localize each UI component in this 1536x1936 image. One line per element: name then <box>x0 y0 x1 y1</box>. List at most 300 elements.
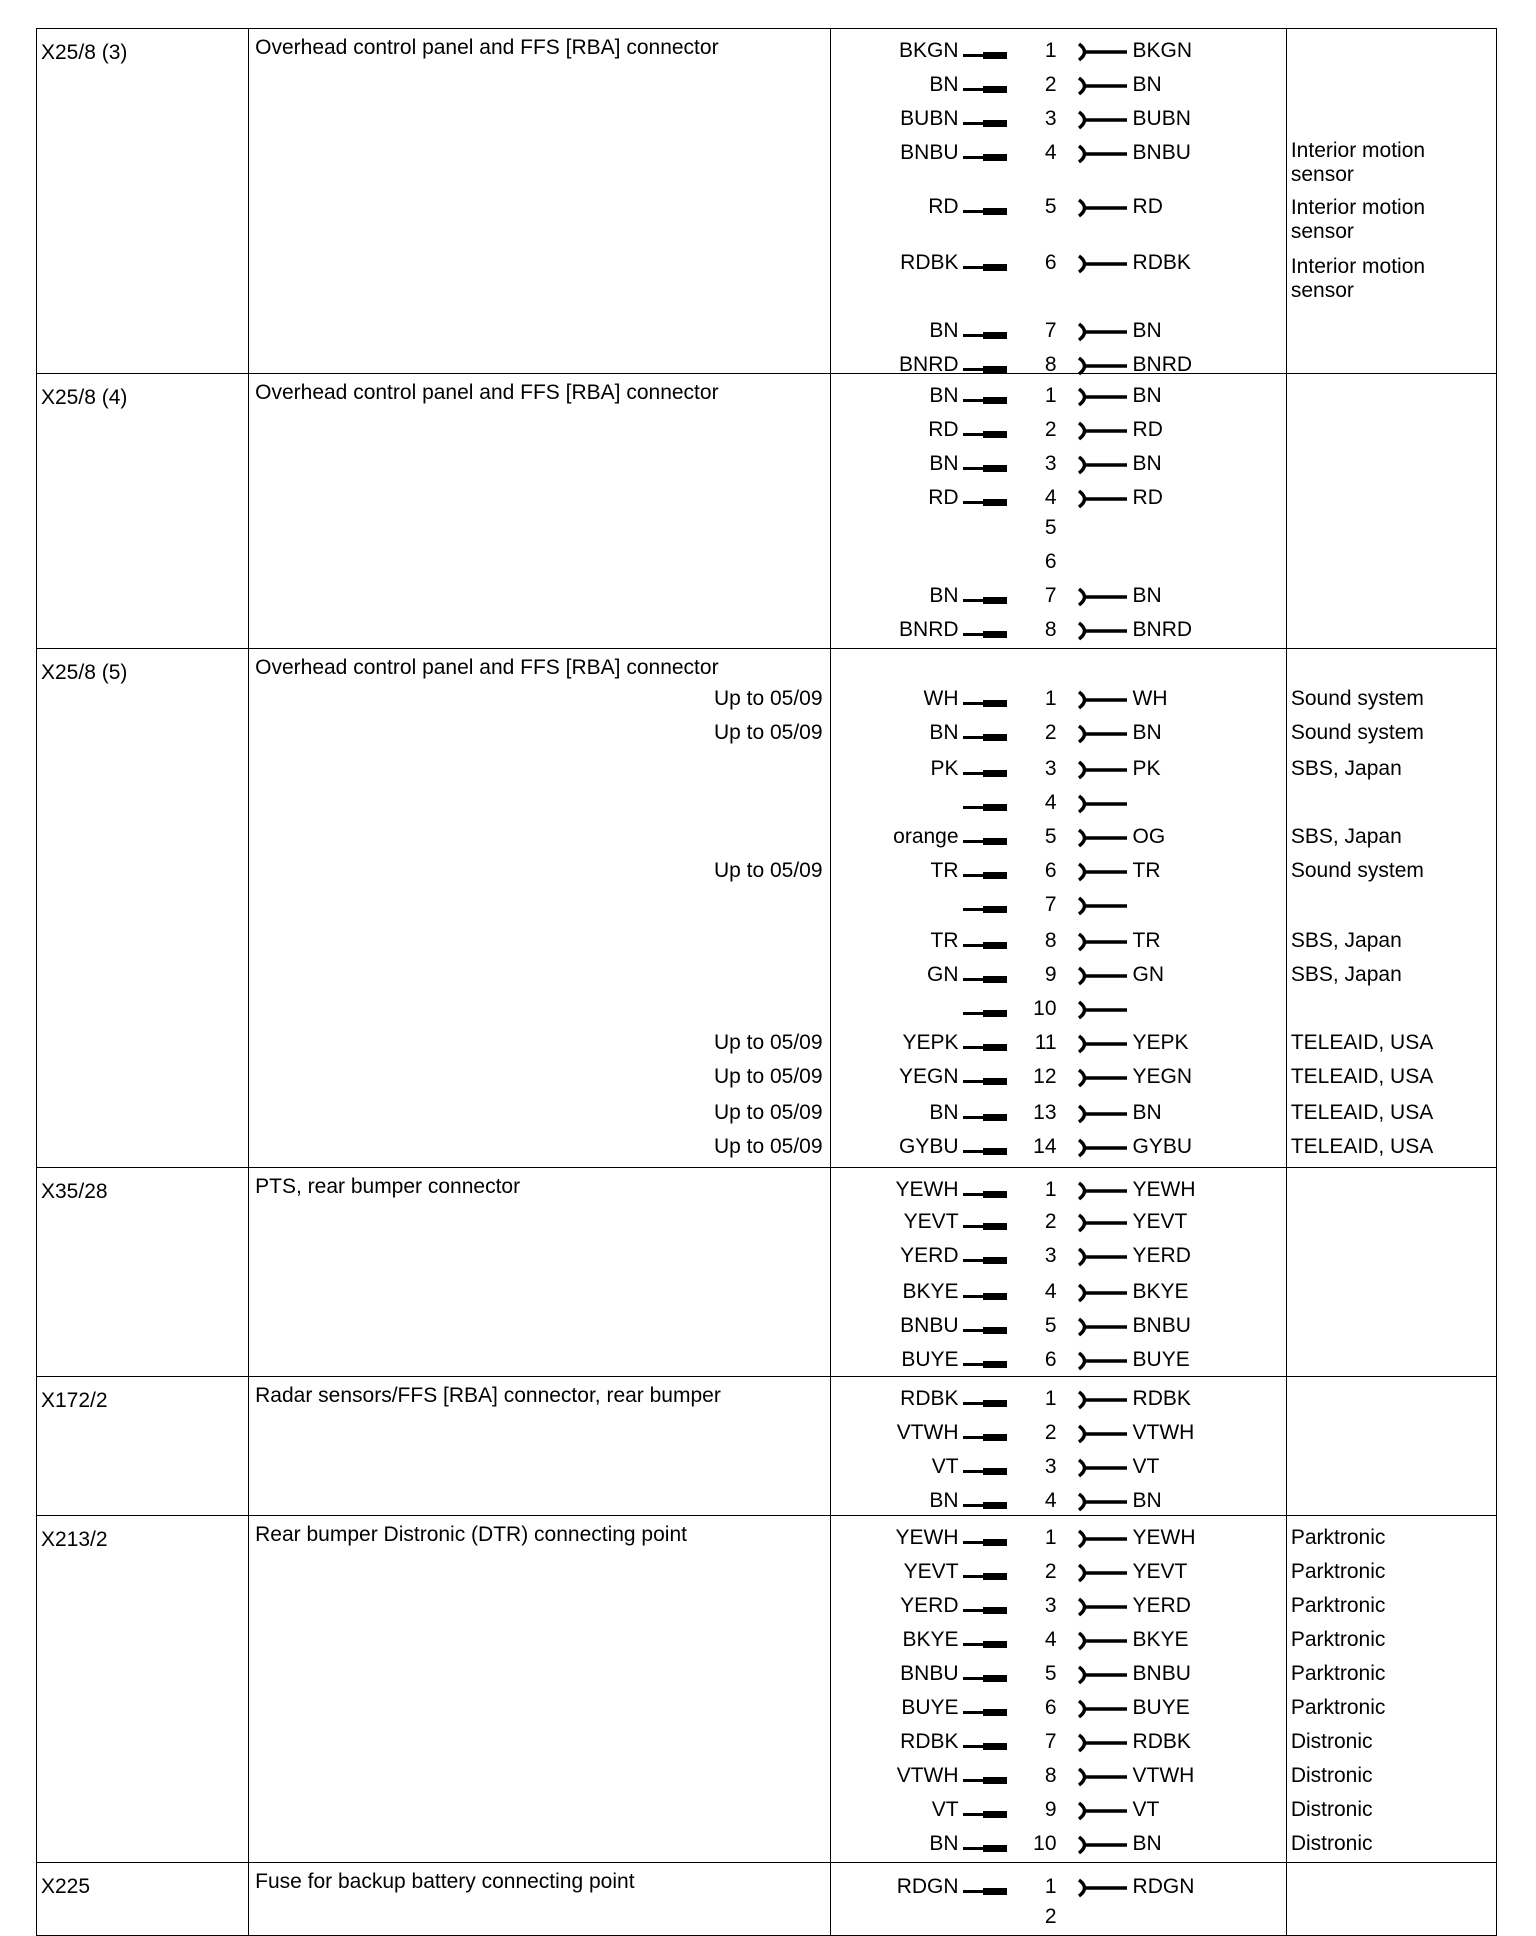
connector-row <box>37 649 1497 1168</box>
wire-color-right: BNBU <box>1132 141 1191 164</box>
plug-connector-icon <box>1077 1137 1129 1159</box>
plug-connector-icon <box>1077 999 1129 1021</box>
pin-stack <box>831 1863 1286 1935</box>
note-row <box>1287 1662 1437 1686</box>
pin-row <box>831 618 1286 648</box>
plug-connector-icon <box>1077 1389 1129 1411</box>
plug-connector-icon <box>1077 1877 1129 1899</box>
pin-number: 2 <box>1044 1421 1057 1444</box>
pin-row <box>831 997 1286 1027</box>
note-stack <box>1287 1516 1496 1862</box>
note-row <box>1287 1764 1437 1788</box>
connector-table-page <box>36 28 1497 1936</box>
wire-color-left: VTWH <box>896 1421 959 1444</box>
pin-assignment-cell <box>830 1863 1286 1936</box>
pin-row <box>831 1455 1286 1485</box>
wire-color-left: YEVT <box>903 1560 959 1583</box>
plug-connector-icon <box>1077 1562 1129 1584</box>
pin-right-group <box>1027 929 1277 959</box>
validity-condition: Up to 05/09 <box>713 1031 823 1054</box>
wire-stub-icon <box>963 806 1007 809</box>
connector-description-cell <box>249 1516 830 1863</box>
note-row <box>1287 1798 1437 1822</box>
wire-color-right: BUYE <box>1132 1696 1190 1719</box>
connector-code: X25/8 (3) <box>41 41 128 64</box>
wire-color-left: BN <box>929 319 959 342</box>
wire-left-group <box>831 584 1007 614</box>
wire-stub-icon <box>963 1046 1007 1049</box>
wire-color-left: YEGN <box>899 1065 959 1088</box>
wire-left-group <box>831 791 1007 821</box>
pin-row <box>831 1764 1286 1794</box>
pin-right-group <box>1027 893 1277 923</box>
wire-stub-icon <box>963 266 1007 269</box>
pin-number: 14 <box>1033 1135 1057 1158</box>
plug-connector-icon <box>1077 793 1129 815</box>
pin-right-group <box>1027 1314 1277 1344</box>
note-cell <box>1286 1168 1496 1377</box>
pin-assignment-cell <box>830 1516 1286 1863</box>
note-stack <box>1287 374 1496 648</box>
connector-description: Overhead control panel and FFS [RBA] connector <box>255 381 719 404</box>
pin-right-group <box>1027 1764 1277 1794</box>
connector-code-cell <box>37 1168 249 1377</box>
wire-left-group <box>831 516 1007 546</box>
pin-note: Distronic <box>1290 1798 1373 1821</box>
wire-stub-icon <box>963 156 1007 159</box>
pin-row <box>831 384 1286 414</box>
plug-connector-icon <box>1077 1316 1129 1338</box>
pin-number: 4 <box>1044 1280 1057 1303</box>
plug-connector-icon <box>1077 723 1129 745</box>
pin-row <box>831 1905 1286 1935</box>
wire-stub-icon <box>963 1541 1007 1544</box>
wire-color-right: YEVT <box>1132 1560 1188 1583</box>
wire-stub-icon <box>963 874 1007 877</box>
wire-color-left: BNBU <box>900 141 959 164</box>
wire-left-group <box>831 1730 1007 1760</box>
note-row <box>1287 196 1437 244</box>
pin-note: TELEAID, USA <box>1290 1135 1434 1158</box>
wire-left-group <box>831 195 1007 225</box>
wire-color-left: YEPK <box>902 1031 959 1054</box>
pin-number: 3 <box>1044 1244 1057 1267</box>
wire-color-right: YERD <box>1132 1244 1191 1267</box>
connector-pinout-table <box>36 28 1497 1936</box>
note-stack <box>1287 1168 1496 1376</box>
pin-right-group <box>1027 1696 1277 1726</box>
wire-color-left: BNRD <box>899 353 959 376</box>
wire-stub-icon <box>963 1012 1007 1015</box>
wire-left-group <box>831 1905 1007 1935</box>
wire-left-group <box>831 107 1007 137</box>
pin-number: 1 <box>1044 1387 1057 1410</box>
wire-stub-icon <box>963 1436 1007 1439</box>
pin-row <box>831 687 1286 717</box>
pin-right-group <box>1027 195 1277 225</box>
pin-number: 7 <box>1044 584 1057 607</box>
wire-left-group <box>831 418 1007 448</box>
wire-color-right: RDBK <box>1132 251 1191 274</box>
pin-number: 6 <box>1044 1348 1057 1371</box>
description-stack <box>249 374 829 648</box>
plug-connector-icon <box>1077 931 1129 953</box>
pin-note: Distronic <box>1290 1764 1373 1787</box>
note-row <box>1287 963 1437 987</box>
wire-color-left: GYBU <box>899 1135 959 1158</box>
pin-right-group <box>1027 1560 1277 1590</box>
wire-stub-icon <box>963 840 1007 843</box>
plug-connector-icon <box>1077 1698 1129 1720</box>
note-row <box>1287 687 1437 711</box>
pin-row <box>831 1526 1286 1556</box>
wire-stub-icon <box>963 88 1007 91</box>
wire-color-left: YERD <box>900 1594 959 1617</box>
wire-stub-icon <box>963 978 1007 981</box>
wire-color-left: WH <box>923 687 959 710</box>
wire-color-right: RD <box>1132 418 1163 441</box>
pin-stack <box>831 374 1286 648</box>
wire-color-left: RD <box>928 418 959 441</box>
wire-color-right: BNBU <box>1132 1314 1191 1337</box>
plug-connector-icon <box>1077 1491 1129 1513</box>
connector-description-cell <box>249 649 830 1168</box>
plug-connector-icon <box>1077 1457 1129 1479</box>
wire-left-group <box>831 825 1007 855</box>
wire-left-group <box>831 1832 1007 1862</box>
pin-row <box>831 1421 1286 1451</box>
wire-stub-icon <box>963 1470 1007 1473</box>
pin-number: 1 <box>1044 1526 1057 1549</box>
pin-note: Parktronic <box>1290 1560 1386 1583</box>
pin-number: 5 <box>1044 1314 1057 1337</box>
wire-color-right: BN <box>1132 452 1162 475</box>
wire-stub-icon <box>963 1677 1007 1680</box>
wire-left-group <box>831 1244 1007 1274</box>
wire-color-left: VTWH <box>896 1764 959 1787</box>
wire-color-left: YEWH <box>895 1178 959 1201</box>
wire-left-group <box>831 1696 1007 1726</box>
wire-color-right: BN <box>1132 1489 1162 1512</box>
connector-description: Fuse for backup battery connecting point <box>255 1870 635 1893</box>
pin-number: 7 <box>1044 1730 1057 1753</box>
wire-color-left: RD <box>928 486 959 509</box>
wire-color-left: BNRD <box>899 618 959 641</box>
pin-row <box>831 1875 1286 1905</box>
note-row <box>1287 757 1437 781</box>
connector-code: X25/8 (5) <box>41 661 128 684</box>
pin-row <box>831 1387 1286 1417</box>
pin-note: Parktronic <box>1290 1594 1386 1617</box>
pin-note: SBS, Japan <box>1290 825 1402 848</box>
wire-left-group <box>831 721 1007 751</box>
pin-right-group <box>1027 1065 1277 1095</box>
wire-stub-icon <box>963 944 1007 947</box>
pin-assignment-cell <box>830 1168 1286 1377</box>
pin-row <box>831 1489 1286 1519</box>
wire-stub-icon <box>963 467 1007 470</box>
connector-code: X213/2 <box>41 1528 108 1551</box>
wire-left-group <box>831 550 1007 580</box>
pin-right-group <box>1027 1594 1277 1624</box>
wire-color-left: TR <box>930 929 959 952</box>
wire-color-left: BUBN <box>900 107 959 130</box>
pin-note: Parktronic <box>1290 1662 1386 1685</box>
validity-condition: Up to 05/09 <box>713 1101 823 1124</box>
pin-number: 5 <box>1044 825 1057 848</box>
wire-stub-icon <box>963 433 1007 436</box>
wire-color-right: BKYE <box>1132 1280 1189 1303</box>
plug-connector-icon <box>1077 1664 1129 1686</box>
wire-stub-icon <box>963 1609 1007 1612</box>
connector-code-cell <box>37 1516 249 1863</box>
plug-connector-icon <box>1077 41 1129 63</box>
condition-row <box>249 1101 829 1131</box>
wire-color-left: BKYE <box>902 1628 959 1651</box>
pin-row <box>831 418 1286 448</box>
note-stack <box>1287 649 1496 1167</box>
wire-color-left: YEWH <box>895 1526 959 1549</box>
pin-right-group <box>1027 141 1277 171</box>
plug-connector-icon <box>1077 1246 1129 1268</box>
pin-number: 5 <box>1044 516 1057 539</box>
wire-left-group <box>831 1526 1007 1556</box>
pin-row <box>831 791 1286 821</box>
connector-code: X172/2 <box>41 1389 108 1412</box>
pin-right-group <box>1027 1526 1277 1556</box>
wire-stub-icon <box>963 399 1007 402</box>
note-row <box>1287 1526 1437 1550</box>
pin-number: 10 <box>1033 1832 1057 1855</box>
pin-note: SBS, Japan <box>1290 963 1402 986</box>
pin-note: SBS, Japan <box>1290 757 1402 780</box>
description-stack <box>249 649 829 1167</box>
wire-color-left: PK <box>930 757 959 780</box>
pin-number: 7 <box>1044 319 1057 342</box>
pin-number: 10 <box>1033 997 1057 1020</box>
pin-number: 1 <box>1044 687 1057 710</box>
plug-connector-icon <box>1077 1033 1129 1055</box>
pin-number: 3 <box>1044 757 1057 780</box>
wire-stub-icon <box>963 772 1007 775</box>
plug-connector-icon <box>1077 1732 1129 1754</box>
wire-left-group <box>831 757 1007 787</box>
pin-right-group <box>1027 1730 1277 1760</box>
wire-color-left: RDBK <box>900 251 959 274</box>
description-stack <box>249 1168 829 1376</box>
note-stack <box>1287 1863 1496 1935</box>
pin-right-group <box>1027 1421 1277 1451</box>
pin-number: 9 <box>1044 1798 1057 1821</box>
wire-left-group <box>831 1280 1007 1310</box>
connector-description-cell <box>249 1863 830 1936</box>
pin-row <box>831 107 1286 137</box>
pin-assignment-cell <box>830 374 1286 649</box>
note-row <box>1287 721 1437 745</box>
pin-row <box>831 1662 1286 1692</box>
pin-row <box>831 757 1286 787</box>
note-stack <box>1287 29 1496 373</box>
wire-stub-icon <box>963 908 1007 911</box>
wire-color-right: BUYE <box>1132 1348 1190 1371</box>
wire-left-group <box>831 1628 1007 1658</box>
pin-right-group <box>1027 997 1277 1027</box>
pin-number: 8 <box>1044 618 1057 641</box>
pin-number: 8 <box>1044 353 1057 376</box>
pin-note: Parktronic <box>1290 1628 1386 1651</box>
pin-number: 4 <box>1044 1628 1057 1651</box>
wire-color-left: BUYE <box>901 1696 959 1719</box>
plug-connector-icon <box>1077 827 1129 849</box>
wire-color-left: RDBK <box>900 1730 959 1753</box>
pin-number: 1 <box>1044 1875 1057 1898</box>
pin-row <box>831 825 1286 855</box>
pin-note: Distronic <box>1290 1832 1373 1855</box>
pin-note: Interior motion sensor <box>1290 196 1426 243</box>
note-cell <box>1286 1516 1496 1863</box>
pin-right-group <box>1027 1662 1277 1692</box>
wire-color-right: TR <box>1132 859 1161 882</box>
pin-right-group <box>1027 687 1277 717</box>
pin-right-group <box>1027 1280 1277 1310</box>
wire-stub-icon <box>963 368 1007 371</box>
pin-right-group <box>1027 516 1277 546</box>
plug-connector-icon <box>1077 1423 1129 1445</box>
note-cell <box>1286 1377 1496 1516</box>
connector-description: PTS, rear bumper connector <box>255 1175 521 1198</box>
connector-row <box>37 1377 1497 1516</box>
pin-note: Sound system <box>1290 721 1424 744</box>
connector-row <box>37 1516 1497 1863</box>
wire-stub-icon <box>963 1259 1007 1262</box>
wire-color-left: BN <box>929 1489 959 1512</box>
pin-right-group <box>1027 584 1277 614</box>
note-cell <box>1286 374 1496 649</box>
wire-color-left: BNBU <box>900 1314 959 1337</box>
plug-connector-icon <box>1077 420 1129 442</box>
connector-code-cell <box>37 1377 249 1516</box>
pin-right-group <box>1027 1628 1277 1658</box>
note-row <box>1287 1065 1437 1089</box>
wire-left-group <box>831 1387 1007 1417</box>
validity-condition: Up to 05/09 <box>713 721 823 744</box>
pin-row <box>831 1730 1286 1760</box>
pin-stack <box>831 1168 1286 1376</box>
wire-stub-icon <box>963 1193 1007 1196</box>
pin-right-group <box>1027 859 1277 889</box>
pin-right-group <box>1027 1135 1277 1165</box>
validity-condition: Up to 05/09 <box>713 687 823 710</box>
condition-row <box>249 859 829 889</box>
wire-left-group <box>831 893 1007 923</box>
wire-left-group <box>831 687 1007 717</box>
note-row <box>1287 1832 1437 1856</box>
pin-note: Sound system <box>1290 859 1424 882</box>
pin-number: 9 <box>1044 963 1057 986</box>
wire-color-right: YEWH <box>1132 1526 1196 1549</box>
pin-row <box>831 452 1286 482</box>
note-row <box>1287 1696 1437 1720</box>
plug-connector-icon <box>1077 1800 1129 1822</box>
wire-color-right: RDGN <box>1132 1875 1195 1898</box>
pin-number: 4 <box>1044 1489 1057 1512</box>
wire-left-group <box>831 1560 1007 1590</box>
pin-row <box>831 1594 1286 1624</box>
wire-color-left: BN <box>929 384 959 407</box>
condition-row <box>249 1135 829 1165</box>
wire-left-group <box>831 73 1007 103</box>
wire-stub-icon <box>963 633 1007 636</box>
wire-color-right: BN <box>1132 584 1162 607</box>
pin-right-group <box>1027 618 1277 648</box>
pin-row <box>831 550 1286 580</box>
plug-connector-icon <box>1077 861 1129 883</box>
plug-connector-icon <box>1077 689 1129 711</box>
pin-number: 7 <box>1044 893 1057 916</box>
wire-stub-icon <box>963 122 1007 125</box>
pin-row <box>831 929 1286 959</box>
pin-number: 2 <box>1044 1560 1057 1583</box>
plug-connector-icon <box>1077 1067 1129 1089</box>
pin-right-group <box>1027 550 1277 580</box>
wire-color-left: YERD <box>900 1244 959 1267</box>
wire-color-right: WH <box>1132 687 1168 710</box>
pin-number: 6 <box>1044 550 1057 573</box>
pin-number: 11 <box>1034 1031 1057 1054</box>
note-row <box>1287 1101 1437 1125</box>
wire-left-group <box>831 1101 1007 1131</box>
plug-connector-icon <box>1077 321 1129 343</box>
note-cell <box>1286 29 1496 374</box>
pin-row <box>831 1696 1286 1726</box>
wire-color-right: GYBU <box>1132 1135 1193 1158</box>
pin-number: 4 <box>1044 791 1057 814</box>
wire-color-right: RD <box>1132 195 1163 218</box>
connector-code: X25/8 (4) <box>41 386 128 409</box>
note-row <box>1287 1594 1437 1618</box>
wire-color-left: BN <box>929 584 959 607</box>
pin-right-group <box>1027 1387 1277 1417</box>
plug-connector-icon <box>1077 75 1129 97</box>
wire-color-left: orange <box>893 825 959 848</box>
wire-color-left: RDGN <box>896 1875 959 1898</box>
wire-left-group <box>831 1875 1007 1905</box>
wire-color-right: BN <box>1132 319 1162 342</box>
wire-color-right: BKGN <box>1132 39 1193 62</box>
wire-color-right: BN <box>1132 1832 1162 1855</box>
pin-row <box>831 1798 1286 1828</box>
pin-row <box>831 516 1286 546</box>
wire-left-group <box>831 39 1007 69</box>
pin-row <box>831 319 1286 349</box>
pin-right-group <box>1027 963 1277 993</box>
description-stack <box>249 1377 829 1515</box>
plug-connector-icon <box>1077 586 1129 608</box>
note-row <box>1287 825 1437 849</box>
plug-connector-icon <box>1077 1180 1129 1202</box>
description-stack <box>249 1516 829 1862</box>
pin-row <box>831 1314 1286 1344</box>
pin-number: 3 <box>1044 107 1057 130</box>
pin-row <box>831 1280 1286 1310</box>
wire-left-group <box>831 1135 1007 1165</box>
wire-color-right: BN <box>1132 73 1162 96</box>
plug-connector-icon <box>1077 620 1129 642</box>
pin-right-group <box>1027 1101 1277 1131</box>
plug-connector-icon <box>1077 1630 1129 1652</box>
pin-number: 1 <box>1044 384 1057 407</box>
note-row <box>1287 1560 1437 1584</box>
